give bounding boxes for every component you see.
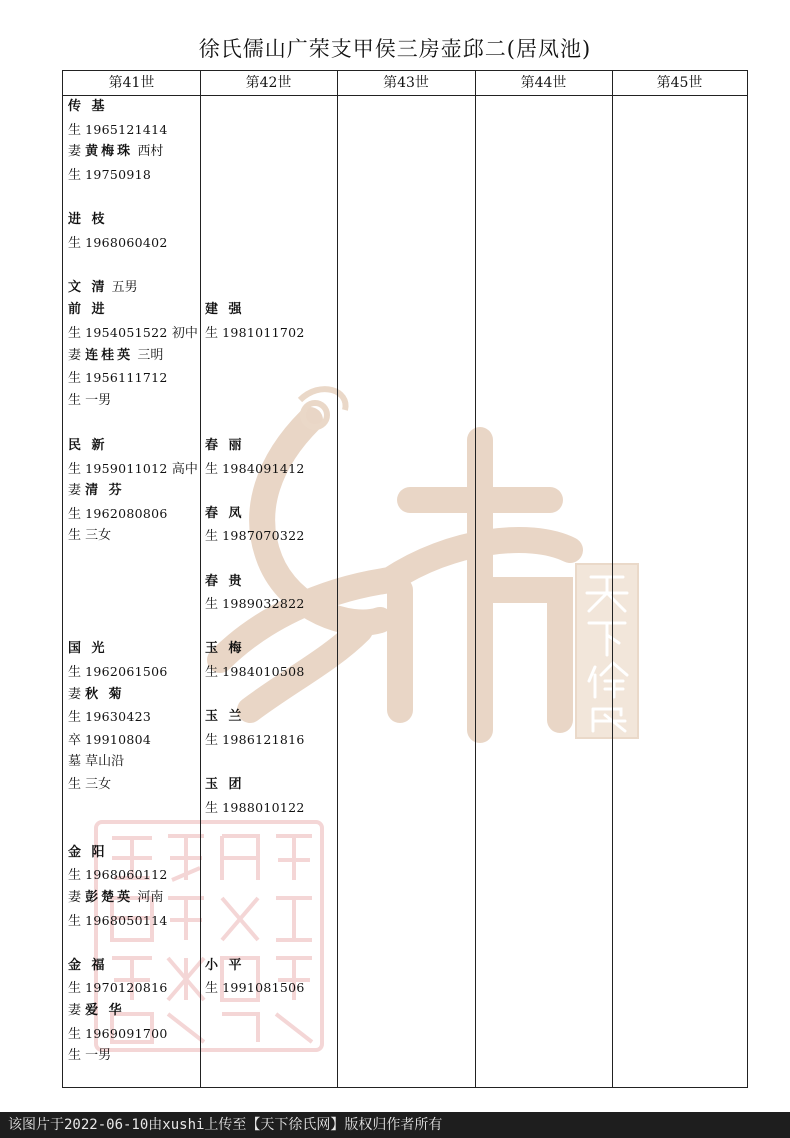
note-prefix: 生 — [68, 1048, 82, 1064]
spouse-origin: 河南 — [137, 890, 164, 905]
date-line — [205, 797, 305, 819]
spouse-name: 秋 菊 — [85, 686, 125, 702]
date-line — [68, 232, 168, 254]
date-value: 1968060402 — [85, 234, 168, 250]
note-text: 一男 — [85, 1048, 112, 1064]
date-line — [68, 503, 168, 525]
member-name-line — [205, 503, 245, 525]
date-prefix: 卒 — [68, 732, 82, 748]
member-name: 春 凤 — [205, 505, 245, 521]
date-line — [68, 367, 168, 389]
date-value: 1969091700 — [85, 1025, 168, 1041]
date-value: 1962061506 — [85, 664, 168, 679]
member-name: 文 清 — [68, 279, 108, 295]
date-line — [205, 977, 305, 999]
date-line — [68, 910, 168, 932]
date-value: 1986121816 — [222, 731, 305, 747]
note-prefix: 墓 — [68, 754, 82, 770]
date-prefix: 生 — [68, 235, 82, 251]
date-value: 1954051522 — [85, 325, 168, 340]
spouse-line — [68, 345, 163, 367]
note-text: 草山沿 — [85, 754, 125, 770]
spouse-name: 连桂英 — [85, 347, 134, 363]
date-value: 1956111712 — [85, 370, 168, 386]
date-value: 1959011012 — [85, 460, 168, 476]
date-line — [205, 458, 305, 480]
member-name-line — [68, 96, 108, 118]
member-name-line — [68, 277, 138, 299]
spouse-prefix: 妻 — [68, 144, 82, 160]
copyright-footer: 该图片于2022-06-10由xushi上传至【天下徐氏网】版权归作者所有 — [0, 1112, 790, 1138]
date-line — [68, 729, 151, 751]
date-prefix: 生 — [205, 597, 219, 613]
spouse-prefix: 妻 — [68, 686, 82, 702]
date-value: 1987070322 — [222, 528, 305, 544]
member-name: 金 阳 — [68, 844, 108, 860]
date-prefix: 生 — [68, 167, 82, 183]
member-name: 金 福 — [68, 957, 108, 973]
member-name-line — [68, 842, 108, 864]
date-line — [205, 593, 305, 615]
date-value: 1984010508 — [222, 664, 305, 679]
date-prefix: 生 — [205, 665, 219, 680]
date-prefix: 生 — [68, 981, 82, 997]
spouse-prefix: 妻 — [68, 483, 82, 499]
date-line — [68, 706, 151, 728]
member-name: 传 基 — [68, 99, 108, 114]
spouse-line — [68, 1000, 125, 1022]
note-line — [68, 1045, 111, 1067]
date-value: 1989032822 — [222, 596, 305, 612]
date-value: 1984091412 — [222, 460, 305, 476]
member-name-line — [68, 435, 108, 457]
spouse-name: 爱 华 — [85, 1003, 125, 1018]
column-divider — [475, 71, 476, 1087]
member-name-line — [205, 774, 245, 796]
member-name: 国 光 — [68, 641, 108, 657]
date-value: 1991081506 — [222, 980, 305, 996]
note-line — [68, 525, 111, 547]
member-name: 小 平 — [205, 957, 245, 973]
spouse-prefix: 妻 — [68, 1003, 82, 1018]
member-note: 五男 — [111, 279, 138, 295]
date-line — [205, 661, 305, 683]
member-name: 建 强 — [205, 302, 245, 318]
note-text: 一男 — [85, 392, 112, 408]
date-prefix: 生 — [68, 665, 82, 680]
date-prefix: 生 — [68, 868, 82, 884]
date-value: 19750918 — [85, 166, 152, 182]
member-name-line — [205, 571, 245, 593]
date-prefix: 生 — [205, 326, 219, 341]
column-divider — [612, 71, 613, 1087]
spouse-origin: 西村 — [137, 144, 164, 160]
date-prefix: 生 — [68, 461, 82, 477]
date-prefix: 生 — [68, 326, 82, 341]
member-name-line — [205, 955, 245, 977]
genealogy-table — [62, 70, 748, 1088]
member-name: 前 进 — [68, 302, 108, 318]
date-prefix: 生 — [68, 506, 82, 522]
spouse-name: 彭楚英 — [85, 890, 134, 905]
date-value: 1970120816 — [85, 980, 168, 996]
date-line — [68, 1023, 168, 1045]
date-prefix: 生 — [205, 981, 219, 997]
note-prefix: 生 — [68, 777, 82, 792]
date-value: 1988010122 — [222, 799, 305, 815]
date-line — [68, 864, 168, 886]
date-value: 1981011702 — [222, 325, 305, 340]
note-line — [68, 774, 111, 796]
member-name: 玉 兰 — [205, 709, 245, 725]
member-name: 民 新 — [68, 438, 108, 453]
spouse-origin: 三明 — [137, 347, 164, 363]
member-name: 玉 梅 — [205, 641, 245, 657]
date-value: 1965121414 — [85, 121, 168, 137]
date-prefix: 生 — [205, 800, 219, 816]
note-prefix: 生 — [68, 392, 82, 408]
member-name-line — [68, 299, 108, 321]
note-prefix: 生 — [68, 528, 82, 544]
member-name-line — [205, 638, 245, 660]
member-name-line — [205, 706, 245, 728]
education-note: 初中 — [171, 326, 198, 341]
date-prefix: 生 — [68, 1026, 82, 1042]
date-line — [68, 661, 168, 683]
member-name: 春 贵 — [205, 573, 245, 589]
date-value: 19630423 — [85, 709, 152, 725]
date-line — [68, 322, 198, 344]
column-header-43: 第43世 — [383, 75, 429, 91]
member-name-line — [205, 435, 245, 457]
date-value: 1962080806 — [85, 505, 168, 521]
spouse-line — [68, 480, 125, 502]
column-header-42: 第42世 — [245, 75, 292, 91]
member-name-line — [68, 638, 108, 660]
date-prefix: 生 — [68, 122, 82, 138]
column-divider — [337, 71, 338, 1087]
member-name: 进 枝 — [68, 212, 108, 227]
spouse-name: 清 芬 — [85, 483, 125, 499]
date-prefix: 生 — [68, 913, 82, 929]
spouse-line — [68, 141, 163, 163]
member-name-line — [68, 955, 108, 977]
column-header-row — [63, 71, 747, 96]
note-text: 三女 — [85, 777, 112, 792]
date-value: 1968050114 — [85, 912, 168, 928]
note-line — [68, 390, 111, 412]
spouse-line — [68, 684, 125, 706]
date-line — [68, 164, 151, 186]
date-value: 1968060112 — [85, 867, 168, 883]
date-line — [205, 322, 305, 344]
date-line — [205, 729, 305, 751]
date-line — [68, 458, 198, 480]
date-value: 19910804 — [85, 731, 152, 747]
spouse-line — [68, 887, 163, 909]
member-name-line — [205, 299, 245, 321]
spouse-prefix: 妻 — [68, 347, 82, 363]
date-prefix: 生 — [68, 710, 82, 726]
column-header-44: 第44世 — [520, 75, 567, 91]
date-prefix: 生 — [68, 371, 82, 387]
education-note: 高中 — [171, 461, 198, 477]
date-line — [205, 525, 305, 547]
spouse-name: 黄梅珠 — [85, 144, 134, 160]
date-line — [68, 977, 168, 999]
date-prefix: 生 — [205, 529, 219, 545]
column-header-45: 第45世 — [656, 75, 703, 91]
member-name: 玉 团 — [205, 777, 245, 792]
column-divider — [200, 71, 201, 1087]
note-text: 三女 — [85, 528, 112, 544]
note-line — [68, 751, 124, 773]
date-line — [68, 119, 168, 141]
spouse-prefix: 妻 — [68, 890, 82, 905]
member-name: 春 丽 — [205, 438, 245, 453]
column-header-41: 第41世 — [108, 75, 155, 91]
member-name-line — [68, 209, 108, 231]
date-prefix: 生 — [205, 732, 219, 748]
page-title: 徐氏儒山广荣支甲侯三房壶邱二(居凤池) — [198, 37, 592, 61]
date-prefix: 生 — [205, 461, 219, 477]
